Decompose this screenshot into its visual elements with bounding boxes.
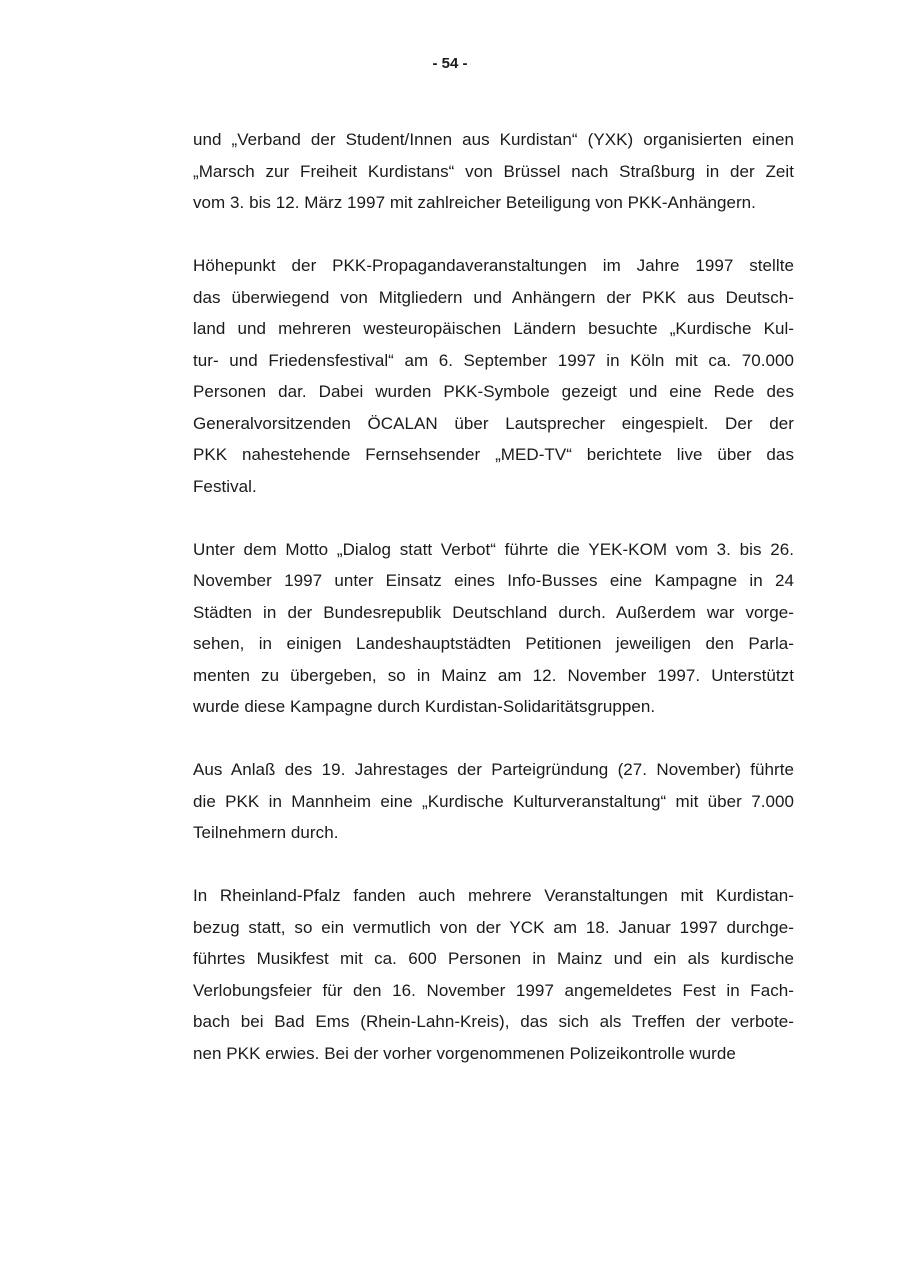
text-line: die PKK in Mannheim eine „Kurdische Kulturveranstaltung“ mit über 7.000	[193, 791, 794, 811]
paragraph-rheinland-pfalz	[193, 880, 794, 1069]
paragraph-gap	[193, 502, 794, 534]
paragraph-gap	[193, 723, 794, 755]
paragraph-yxk-march	[193, 124, 794, 219]
text-line: Generalvorsitzenden ÖCALAN über Lautsprecher eingespielt. Der der	[193, 413, 794, 433]
text-line: Verlobungsfeier für den 16. November 1997 angemeldetes Fest in Fach-	[193, 980, 794, 1000]
text-line: Unter dem Motto „Dialog statt Verbot“ führte die YEK-KOM vom 3. bis 26.	[193, 539, 794, 559]
text-line: Städten in der Bundesrepublik Deutschland durch. Außerdem war vorge-	[193, 602, 794, 622]
text-line: wurde diese Kampagne durch Kurdistan-Solidaritätsgruppen.	[193, 697, 656, 716]
text-line: führtes Musikfest mit ca. 600 Personen in Mainz und ein als kurdische	[193, 949, 794, 968]
paragraph-gap	[193, 219, 794, 251]
text-line: menten zu übergeben, so in Mainz am 12. November 1997. Unterstützt	[193, 665, 794, 685]
page-number: - 54 -	[432, 55, 468, 72]
text-line: Teilnehmern durch.	[193, 823, 339, 842]
text-line: sehen, in einigen Landeshauptstädten Petitionen jeweiligen den Parla-	[193, 634, 794, 653]
text-line: Höhepunkt der PKK-Propagandaveranstaltungen im Jahre 1997 stellte	[193, 256, 794, 275]
paragraph-festival-cologne	[193, 250, 794, 502]
text-line: und „Verband der Student/Innen aus Kurdistan“ (YXK) organisierten einen	[193, 130, 794, 149]
text-line: bezug statt, so ein vermutlich von der YCK am 18. Januar 1997 durchge-	[193, 917, 794, 937]
text-line: PKK nahestehende Fernsehsender „MED-TV“ berichtete live über das	[193, 445, 794, 464]
text-line: vom 3. bis 12. März 1997 mit zahlreicher Beteiligung von PKK-Anhängern.	[193, 193, 756, 212]
text-line: das überwiegend von Mitgliedern und Anhängern der PKK aus Deutsch-	[193, 287, 794, 307]
document-body	[193, 124, 794, 1069]
text-line: November 1997 unter Einsatz eines Info-Busses eine Kampagne in 24	[193, 571, 794, 590]
text-line: tur- und Friedensfestival“ am 6. September 1997 in Köln mit ca. 70.000	[193, 350, 794, 370]
text-line: Personen dar. Dabei wurden PKK-Symbole gezeigt und eine Rede des	[193, 382, 794, 401]
text-line: „Marsch zur Freiheit Kurdistans“ von Brüssel nach Straßburg in der Zeit	[193, 161, 794, 181]
paragraph-yek-kom-campaign	[193, 534, 794, 723]
text-line: Aus Anlaß des 19. Jahrestages der Parteigründung (27. November) führte	[193, 760, 794, 779]
text-line: nen PKK erwies. Bei der vorher vorgenommenen Polizeikontrolle wurde	[193, 1043, 736, 1063]
text-line: bach bei Bad Ems (Rhein-Lahn-Kreis), das sich als Treffen der verbote-	[193, 1012, 794, 1031]
paragraph-gap	[193, 849, 794, 881]
text-line: land und mehreren westeuropäischen Ländern besuchte „Kurdische Kul-	[193, 319, 794, 338]
paragraph-party-anniversary	[193, 754, 794, 849]
text-line: Festival.	[193, 476, 257, 496]
text-line: In Rheinland-Pfalz fanden auch mehrere Veranstaltungen mit Kurdistan-	[193, 886, 794, 905]
